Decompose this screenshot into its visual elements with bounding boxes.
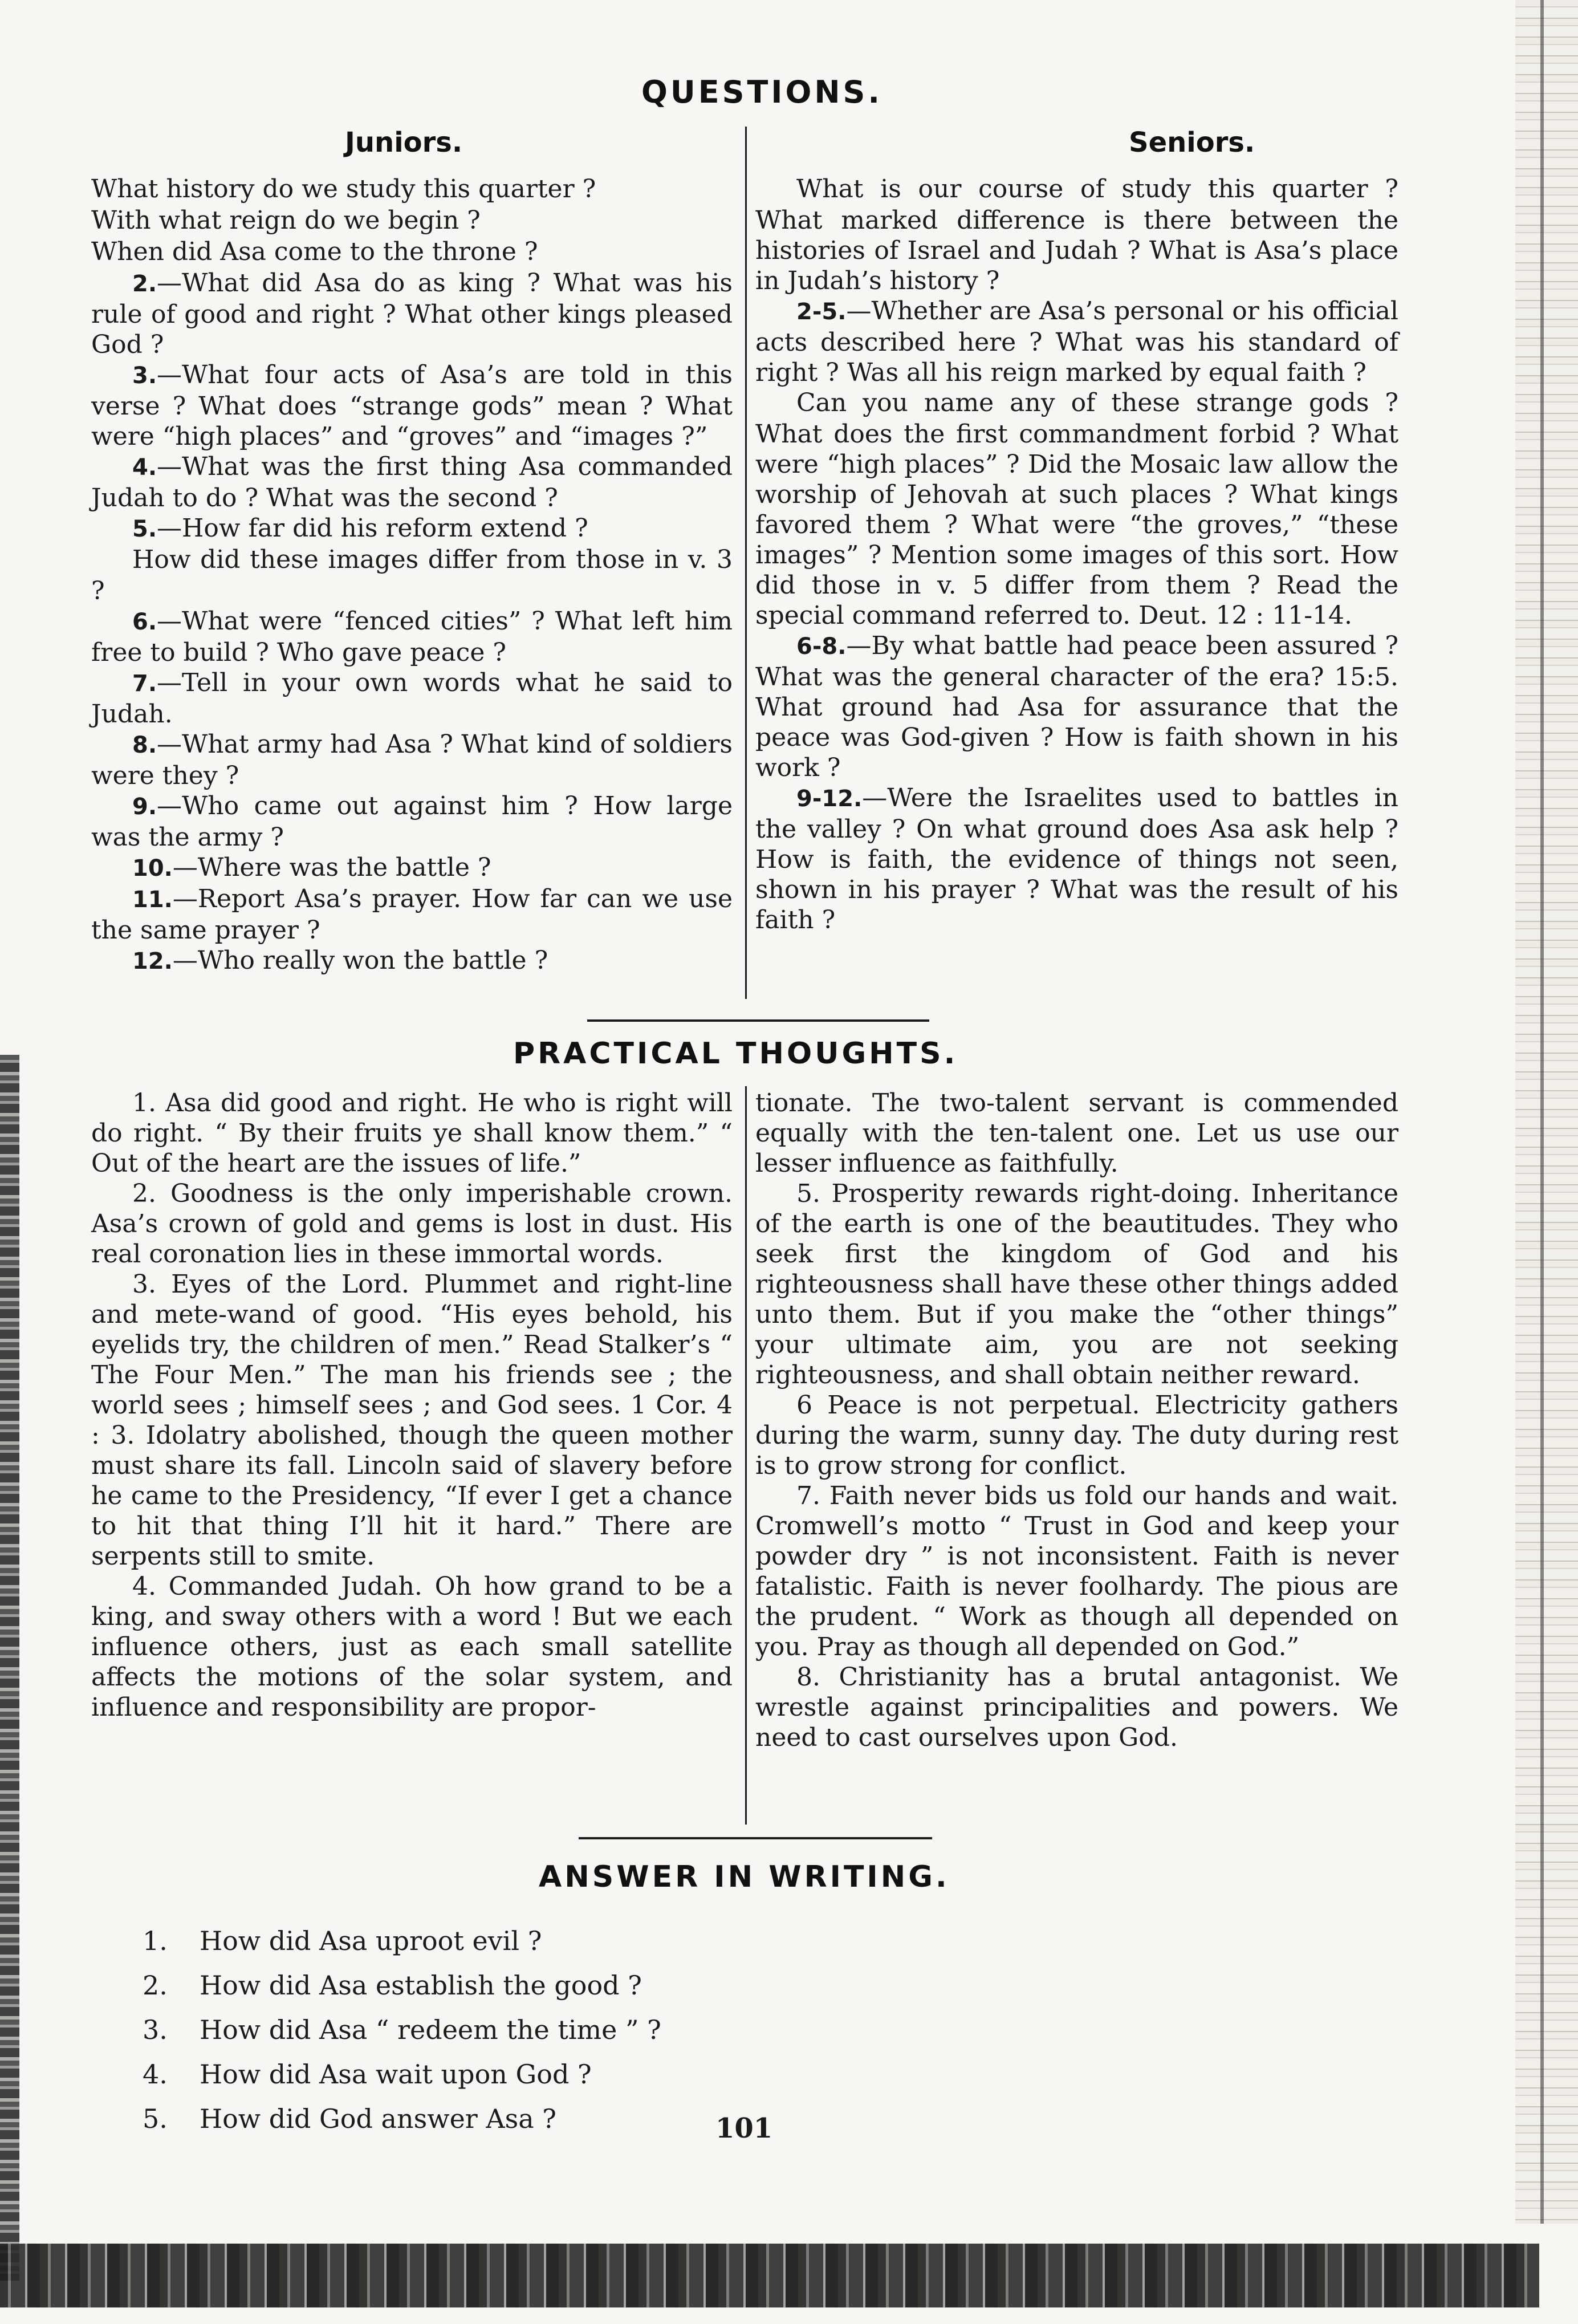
juniors-questions bbox=[91, 174, 733, 977]
practical-column-divider bbox=[745, 1086, 747, 1825]
practical-thought: 2. Goodness is the only imperishable crown. Asa’s crown of gold and gems is lost in dust. His real coronation lies in these immortal words. bbox=[91, 1179, 733, 1269]
practical-thought: 1. Asa did good and right. He who is right will do right. “ By their fruits ye shall know them.” “ Out of the heart are the issues of life.” bbox=[91, 1088, 733, 1178]
practical-right-column bbox=[755, 1088, 1398, 1753]
juniors-question: 3.—What four acts of Asa’s are told in this verse ? What does “strange gods” mean ? What were “high places” and “groves” and “images ?” bbox=[91, 360, 733, 451]
juniors-question: 6.—What were “fenced cities” ? What left him free to build ? Who gave peace ? bbox=[91, 607, 733, 667]
section-rule-1 bbox=[587, 1019, 929, 1022]
answer-item: 4. How did Asa wait upon God ? bbox=[143, 2059, 592, 2090]
juniors-question: 4.—What was the first thing Asa commanded Judah to do ? What was the second ? bbox=[91, 452, 733, 513]
juniors-question: When did Asa come to the throne ? bbox=[91, 237, 538, 266]
juniors-question: How did these images differ from those in v. 3 ? bbox=[91, 545, 733, 606]
scan-edge-bottom bbox=[0, 2244, 1539, 2307]
section-rule-2 bbox=[579, 1837, 932, 1839]
practical-thought: 8. Christianity has a brutal antagonist. We wrestle against principalities and powers. We need to cast ourselves upon God. bbox=[755, 1663, 1398, 1752]
questions-column-divider bbox=[745, 127, 747, 999]
seniors-question: 6-8.—By what battle had peace been assured ? What was the general character of the era? 15:5. What ground had Asa for assurance that the peace was God-given ? How is faith shown in his work ? bbox=[755, 631, 1398, 782]
practical-thoughts-title: PRACTICAL THOUGHTS. bbox=[513, 1037, 958, 1071]
practical-thought: 5. Prosperity rewards right-doing. Inheritance of the earth is one of the beautitudes. They who seek first the kingdom of God and his righteousness shall have these other things added unto them. But if you make the “other things” your ultimate aim, you are not seeking righteousness, and shall obtain neither reward. bbox=[755, 1179, 1398, 1389]
juniors-question: 11.—Report Asa’s prayer. How far can we use the same prayer ? bbox=[91, 884, 733, 945]
scan-rule-right bbox=[1540, 0, 1544, 2224]
juniors-question: 10.—Where was the battle ? bbox=[132, 853, 491, 882]
juniors-question: 5.—How far did his reform extend ? bbox=[132, 514, 588, 543]
juniors-question: 12.—Who really won the battle ? bbox=[132, 946, 548, 975]
juniors-question: 7.—Tell in your own words what he said to Judah. bbox=[91, 668, 733, 729]
answer-item: 5. How did God answer Asa ? bbox=[143, 2103, 556, 2134]
practical-thought: 4. Commanded Judah. Oh how grand to be a king, and sway others with a word ! But we each influence others, just as each small satellite affects the motions of the solar system, and influence and responsibility are propor- bbox=[91, 1572, 733, 1722]
practical-thought: 3. Eyes of the Lord. Plummet and right-line and mete-wand of good. “His eyes behold, his eyelids try, the children of men.” Read Stalker’s “ The Four Men.” The man his friends see ; the world sees ; himself sees ; and God sees. 1 Cor. 4 : 3. Idolatry abolished, though the queen mother must share its fall. Lincoln said of slavery before he came to the Presidency, “If ever I get a chance to hit that thing I’ll hit it hard.” There are serpents still to smite. bbox=[91, 1270, 733, 1571]
juniors-question: What history do we study this quarter ? bbox=[91, 174, 596, 204]
practical-thought: 7. Faith never bids us fold our hands and wait. Cromwell’s motto “ Trust in God and keep your powder dry ” is not inconsistent. Faith is never fatalistic. Faith is never foolhardy. The pious are the prudent. “ Work as though all depended on you. Pray as though all depended on God.” bbox=[755, 1481, 1398, 1661]
juniors-heading: Juniors. bbox=[345, 127, 463, 159]
answer-item: 2. How did Asa establish the good ? bbox=[143, 1970, 642, 2001]
seniors-question: 9-12.—Were the Israelites used to battles in the valley ? On what ground does Asa ask help ? How is faith, the evidence of things not seen, shown in his prayer ? What was the result of his faith ? bbox=[755, 783, 1398, 935]
seniors-questions bbox=[755, 174, 1398, 935]
seniors-question: 2-5.—Whether are Asa’s personal or his official acts described here ? What was his standard of right ? Was all his reign marked by equal faith ? bbox=[755, 296, 1398, 387]
scan-edge-right bbox=[1515, 0, 1578, 2224]
juniors-question: 2.—What did Asa do as king ? What was his rule of good and right ? What other kings pleased God ? bbox=[91, 269, 733, 359]
answer-item: 1. How did Asa uproot evil ? bbox=[143, 1925, 542, 1956]
answer-item: 3. How did Asa “ redeem the time ” ? bbox=[143, 2014, 661, 2045]
questions-title: QUESTIONS. bbox=[641, 74, 882, 110]
practical-left-column bbox=[91, 1088, 733, 1722]
page-number: 101 bbox=[715, 2112, 773, 2144]
scan-edge-left bbox=[0, 1055, 19, 2281]
practical-thought: 6 Peace is not perpetual. Electricity gathers during the warm, sunny day. The duty during rest is to grow strong for conflict. bbox=[755, 1391, 1398, 1480]
answer-in-writing-title: ANSWER IN WRITING. bbox=[539, 1860, 950, 1894]
answer-list bbox=[143, 1919, 661, 2141]
juniors-question: With what reign do we begin ? bbox=[91, 206, 481, 235]
seniors-heading: Seniors. bbox=[1129, 127, 1255, 159]
juniors-question: 8.—What army had Asa ? What kind of soldiers were they ? bbox=[91, 730, 733, 790]
seniors-question: Can you name any of these strange gods ? What does the first commandment forbid ? What were “high places” ? Did the Mosaic law allow the worship of Jehovah at such places ? What kings favored them ? What were “the groves,” “these images” ? Mention some images of this sort. How did those in v. 5 differ from them ? Read the special command referred to. Deut. 12 : 11-14. bbox=[755, 388, 1398, 630]
seniors-question: What is our course of study this quarter ? What marked difference is there between the histories of Israel and Judah ? What is Asa’s place in Judah’s history ? bbox=[755, 174, 1398, 295]
practical-thought-continued: tionate. The two-talent servant is commended equally with the ten-talent one. Let us use our lesser influence as faithfully. bbox=[755, 1088, 1398, 1178]
juniors-question: 9.—Who came out against him ? How large was the army ? bbox=[91, 791, 733, 852]
